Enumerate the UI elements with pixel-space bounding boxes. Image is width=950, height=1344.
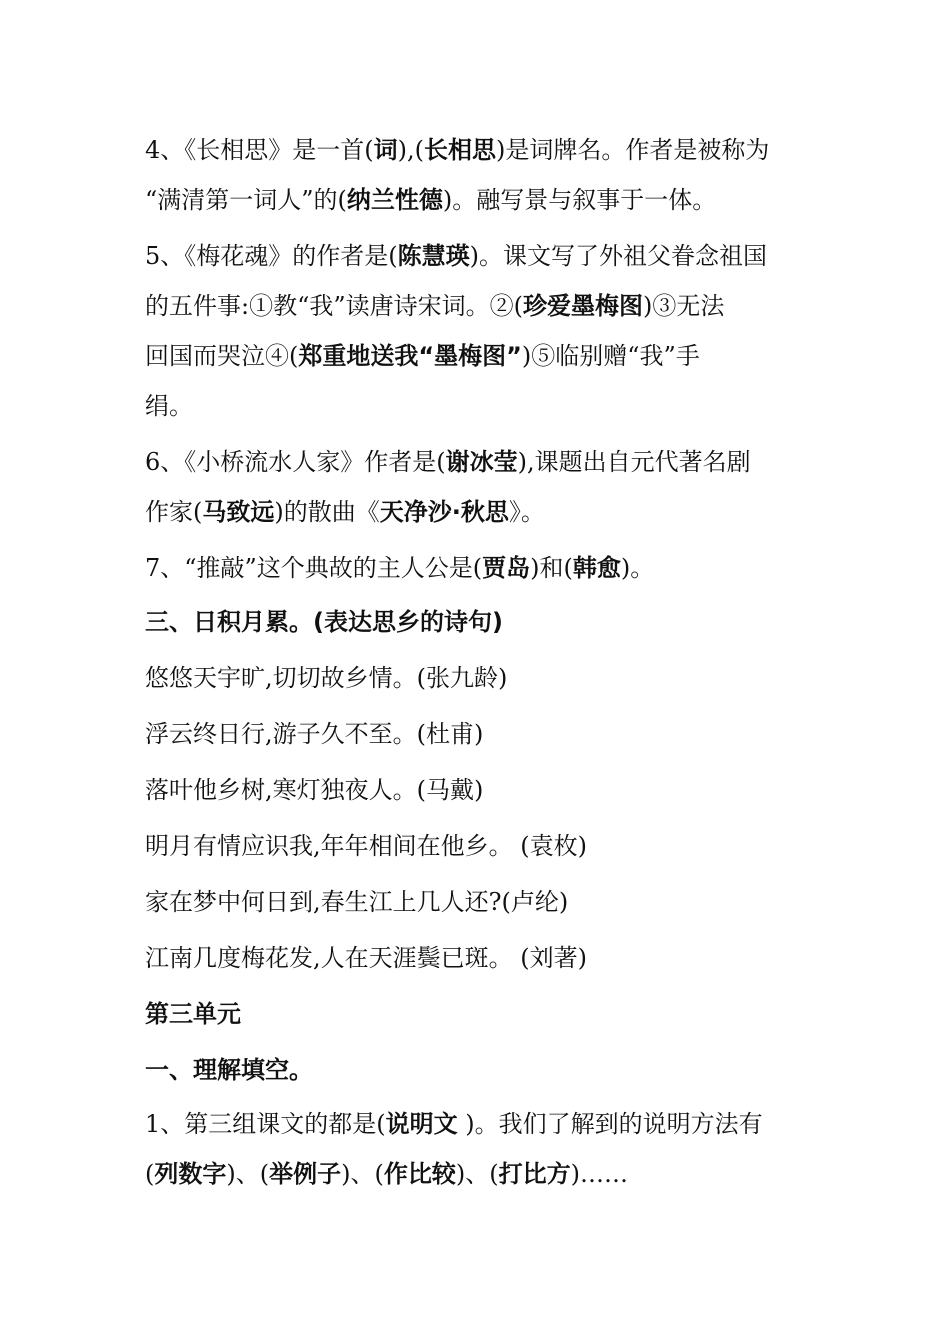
- answer-method: 作比较: [383, 1160, 456, 1188]
- item-4-line-1: [145, 134, 825, 166]
- poem-line: 落叶他乡树,寒灯独夜人。(马戴): [145, 776, 484, 804]
- text: 作家(: [145, 498, 203, 526]
- text: )、(: [341, 1160, 384, 1188]
- answer-genre: 说明文: [385, 1110, 458, 1138]
- text: ),课题出自元代著名剧: [517, 448, 751, 476]
- answer-jiadao: 贾岛: [482, 554, 531, 582]
- poem-line: 家在梦中何日到,春生江上几人还?(卢纶): [145, 888, 569, 916]
- question-1-line-1: [145, 1108, 825, 1140]
- poem-line: 悠悠天宇旷,切切故乡情。(张九龄): [145, 664, 508, 692]
- answer-method: 举例子: [269, 1160, 342, 1188]
- answer-method: 列数字: [154, 1160, 227, 1188]
- text: 5、《梅花魂》的作者是(: [145, 242, 398, 270]
- answer-event-2: 珍爱墨梅图: [523, 292, 643, 320]
- text: 回国而哭泣④(: [145, 342, 299, 370]
- poem-line: 明月有情应识我,年年相间在他乡。 (袁枚): [145, 832, 587, 860]
- answer-changxiangsi: 长相思: [424, 136, 496, 164]
- answer-author: 陈慧瑛: [397, 242, 470, 270]
- answer-event-4: 郑重地送我“墨梅图”: [298, 342, 522, 370]
- answer-nalanxingde: 纳兰性德: [346, 186, 443, 214]
- text: 1、第三组课文的都是(: [145, 1110, 386, 1138]
- text: 6、《小桥流水人家》作者是(: [145, 448, 446, 476]
- text: )的散曲《: [274, 498, 380, 526]
- answer-method: 打比方: [498, 1160, 571, 1188]
- text: )。融写景与叙事于一体。: [442, 186, 717, 214]
- part-heading: 一、理解填空。: [145, 1056, 313, 1084]
- unit-heading: 第三单元: [145, 1000, 241, 1028]
- section-heading-rijiyuelei: 三、日积月累。(表达思乡的诗句): [145, 608, 503, 636]
- text: )。课文写了外祖父眷念祖国: [469, 242, 768, 270]
- text: )、(: [226, 1160, 270, 1188]
- item-5-line-4: 绢。: [145, 392, 193, 420]
- text: 》。: [508, 498, 545, 526]
- text: )。我们了解到的说明方法有: [457, 1110, 763, 1138]
- item-5-line-2: [145, 290, 825, 322]
- item-5-line-1: [145, 240, 825, 272]
- text: )⑤临别赠“我”手: [521, 342, 700, 370]
- answer-playwright: 马致远: [202, 498, 275, 526]
- poem-line: 江南几度梅花发,人在天涯鬓已斑。 (刘著): [145, 944, 587, 972]
- text: 的五件事:①教“我”读唐诗宋词。②(: [145, 292, 523, 320]
- text: ),(: [397, 136, 424, 164]
- text: )……: [570, 1160, 628, 1188]
- text: )是词牌名。作者是被称为: [496, 136, 770, 164]
- answer-hanyu: 韩愈: [572, 554, 621, 582]
- question-1-line-2: [145, 1158, 825, 1190]
- answer-author: 谢冰莹: [445, 448, 518, 476]
- answer-qu-title: 天净沙·秋思: [379, 498, 509, 526]
- item-6-line-1: [145, 446, 825, 478]
- text: )和(: [530, 554, 573, 582]
- text: 7、“推敲”这个典故的主人公是(: [145, 554, 483, 582]
- item-7-line-1: [145, 552, 825, 584]
- text: )、(: [455, 1160, 499, 1188]
- poem-line: 浮云终日行,游子久不至。(杜甫): [145, 720, 484, 748]
- text: (: [145, 1160, 155, 1188]
- text: )③无法: [643, 292, 725, 320]
- text: “满清第一词人”的(: [145, 186, 347, 214]
- text: 4、《长相思》是一首(: [145, 136, 374, 164]
- item-4-line-2: [145, 184, 825, 216]
- text: )。: [620, 554, 655, 582]
- item-6-line-2: [145, 496, 825, 528]
- item-5-line-3: [145, 340, 825, 372]
- answer-ci: 词: [373, 136, 398, 164]
